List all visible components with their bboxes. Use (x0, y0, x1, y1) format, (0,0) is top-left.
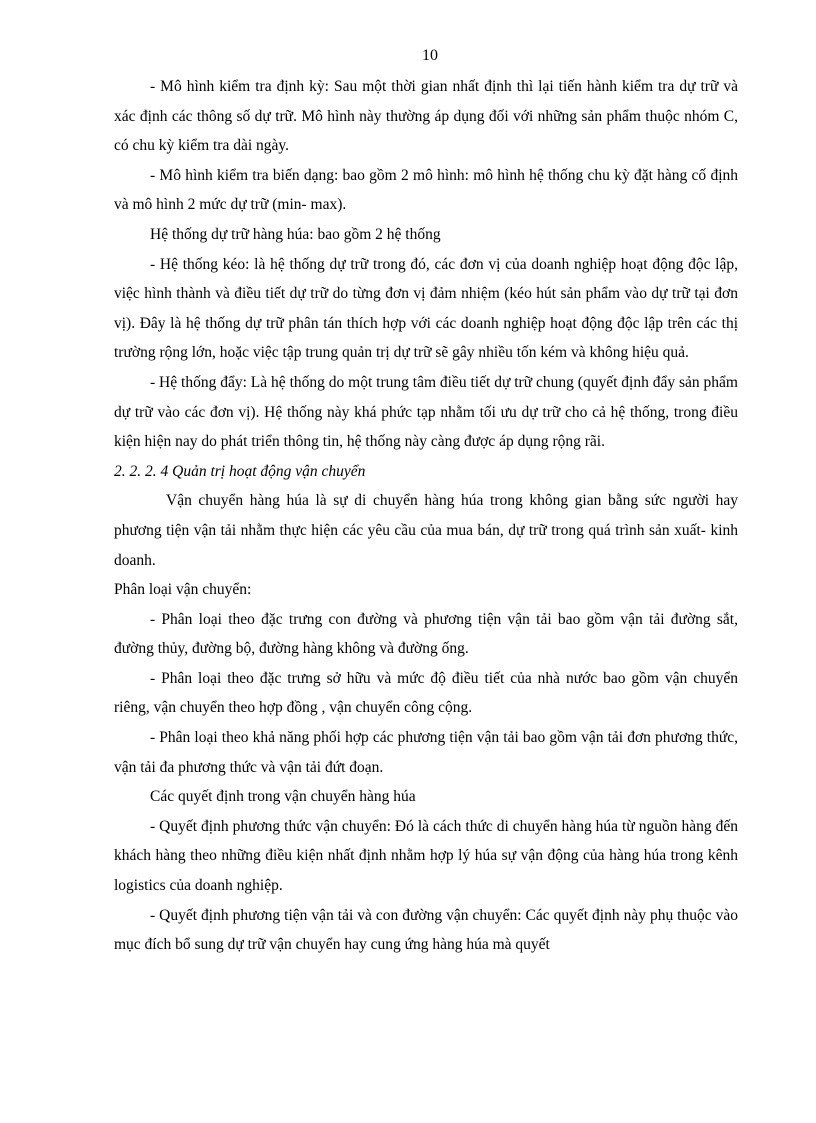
paragraph-transport-classification: Phân loại vận chuyển: (114, 581, 252, 599)
paragraph-classification-by-combination: - Phân loại theo khả năng phối hợp các phương tiện vận tải bao gồm vận tải đơn phương thức, vận tải đa phương thức và vận tải đứt đoạn. (114, 729, 738, 776)
page-number: 10 (422, 47, 438, 64)
paragraph-inventory-systems-intro: Hệ thống dự trữ hàng húa: bao gồm 2 hệ thống (150, 225, 441, 243)
paragraph-classification-by-ownership: - Phân loại theo đặc trưng sở hữu và mức độ điều tiết của nhà nước bao gồm vận chuyển riêng, vận chuyển theo hợp đồng , vận chuyển công cộng. (114, 669, 738, 717)
paragraph-classification-by-route: - Phân loại theo đặc trưng con đường và phương tiện vận tải bao gồm vận tải đường sắt, đường thủy, đường bộ, đường hàng không và đường ống. (114, 610, 738, 658)
paragraph-push-system: - Hệ thống đẩy: Là hệ thống do một trung tâm điều tiết dự trữ chung (quyết định đẩy sản phẩm dự trữ vào các đơn vị). Hệ thống này khá phức tạp nhằm tối ưu dự trữ cho cả hệ thống, trong điều kiện hiện nay do phát triển thông tin, hệ thống này càng được áp dụng rộng rãi. (114, 373, 738, 451)
paragraph-transport-definition: Vận chuyển hàng húa là sự di chuyển hàng húa trong không gian bằng sức người hay phương tiện vận tải nhằm thực hiện các yêu cầu của mua bán, dự trữ trong quá trình sản xuất- kinh doanh. (114, 492, 738, 569)
paragraph-transport-decisions-intro: Các quyết định trong vận chuyển hàng húa (150, 788, 416, 806)
section-heading-transport: 2. 2. 2. 4 Quản trị hoạt động vận chuyển (114, 462, 366, 480)
paragraph-pull-system: - Hệ thống kéo: là hệ thống dự trữ trong đó, các đơn vị của doanh nghiệp hoạt động độc lập, việc hình thành và điều tiết dự trữ do từng đơn vị đảm nhiệm (kéo hút sản phẩm vào dự trữ tại đơn vị). Đây là hệ thống dự trữ phân tán thích hợp với các doanh nghiệp hoạt động độc lập trên các thị trường rộng lớn, hoặc việc tập trung quản trị dự trữ sẽ gây nhiều tốn kém và không hiệu quả. (114, 255, 738, 362)
paragraph-periodic-review-model: - Mô hình kiểm tra định kỳ: Sau một thời gian nhất định thì lại tiến hành kiểm tra dự trữ và xác định các thông số dự trữ. Mô hình này thường áp dụng đối với những sản phẩm thuộc nhóm C, có chu kỳ kiểm tra dài ngày. (114, 78, 738, 155)
page-body (114, 72, 738, 960)
paragraph-variable-review-model: - Mô hình kiểm tra biến dạng: bao gồm 2 mô hình: mô hình hệ thống chu kỳ đặt hàng cố định và mô hình 2 mức dự trữ (min- max). (114, 166, 738, 214)
paragraph-decision-method: - Quyết định phương thức vận chuyển: Đó là cách thức di chuyển hàng húa từ nguồn hàng đến khách hàng theo những điều kiện nhất định nhằm hợp lý húa sự vận động của hàng húa trong kênh logistics của doanh nghiệp. (114, 817, 738, 895)
paragraph-decision-vehicle-route: - Quyết định phương tiện vận tải và con đường vận chuyển: Các quyết định này phụ thuộc vào mục đích bổ sung dự trữ vận chuyển hay cung ứng hàng húa mà quyết (114, 906, 738, 954)
